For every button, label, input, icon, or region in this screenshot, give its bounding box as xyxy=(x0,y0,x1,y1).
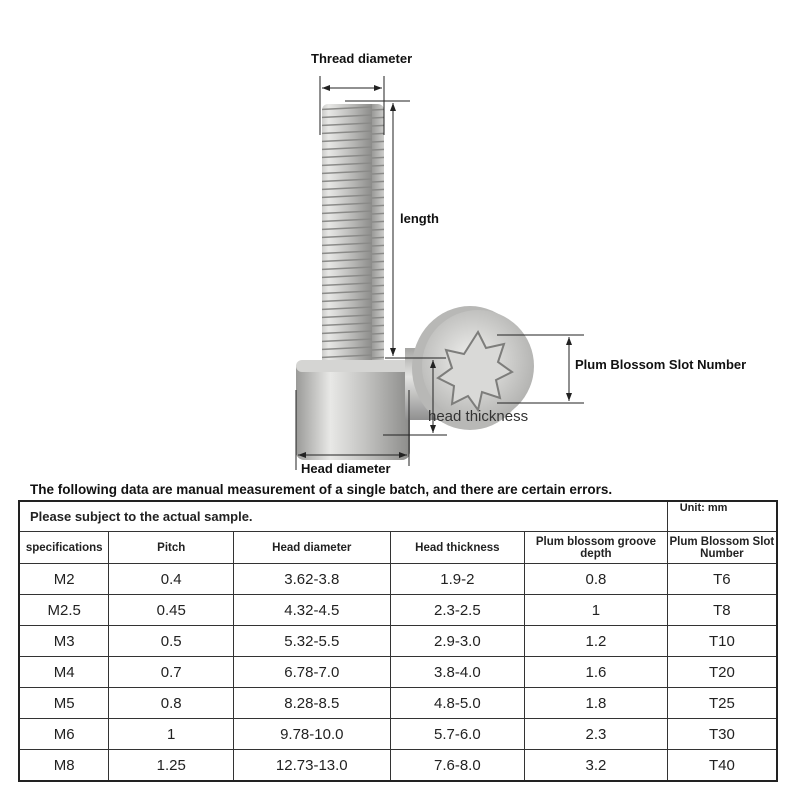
cell-slot-number: T30 xyxy=(667,719,777,750)
cell-groove-depth: 1.6 xyxy=(525,657,668,688)
unit-label: Unit: mm xyxy=(667,501,777,532)
table-header-row xyxy=(19,532,777,564)
cell-slot-number: T25 xyxy=(667,688,777,719)
cell-groove-depth: 1.8 xyxy=(525,688,668,719)
header-head-thickness: Head thickness xyxy=(390,532,525,564)
cell-groove-depth: 1 xyxy=(525,595,668,626)
thread-diameter-label: Thread diameter xyxy=(311,51,413,66)
cell-pitch: 0.45 xyxy=(109,595,234,626)
cell-spec: M4 xyxy=(19,657,109,688)
table-row xyxy=(19,657,777,688)
cell-pitch: 0.8 xyxy=(109,688,234,719)
cell-groove-depth: 3.2 xyxy=(525,750,668,782)
cell-spec: M5 xyxy=(19,688,109,719)
table-title-row xyxy=(19,501,777,532)
cell-pitch: 0.4 xyxy=(109,564,234,595)
cell-pitch: 1.25 xyxy=(109,750,234,782)
table-row xyxy=(19,719,777,750)
cell-slot-number: T10 xyxy=(667,626,777,657)
cell-pitch: 0.5 xyxy=(109,626,234,657)
cell-spec: M2.5 xyxy=(19,595,109,626)
cell-slot-number: T8 xyxy=(667,595,777,626)
cell-slot-number: T6 xyxy=(667,564,777,595)
header-groove-depth: Plum blossom groove depth xyxy=(525,532,668,564)
cell-groove-depth: 1.2 xyxy=(525,626,668,657)
cell-spec: M3 xyxy=(19,626,109,657)
cell-groove-depth: 2.3 xyxy=(525,719,668,750)
table-row xyxy=(19,750,777,782)
table-row xyxy=(19,626,777,657)
cell-spec: M6 xyxy=(19,719,109,750)
specifications-table xyxy=(18,500,778,782)
cell-spec: M8 xyxy=(19,750,109,782)
cell-head-diameter: 5.32-5.5 xyxy=(234,626,391,657)
header-slot-number: Plum Blossom Slot Number xyxy=(667,532,777,564)
table-row xyxy=(19,564,777,595)
cell-slot-number: T40 xyxy=(667,750,777,782)
measurement-note: The following data are manual measurement of a single batch, and there are certain errors. xyxy=(30,482,613,497)
table-row xyxy=(19,595,777,626)
cell-head-diameter: 9.78-10.0 xyxy=(234,719,391,750)
table-row xyxy=(19,688,777,719)
head-diameter-label: Head diameter xyxy=(301,461,391,476)
cell-pitch: 1 xyxy=(109,719,234,750)
length-label: length xyxy=(400,211,439,226)
cell-head-thickness: 2.9-3.0 xyxy=(390,626,525,657)
cell-head-thickness: 4.8-5.0 xyxy=(390,688,525,719)
header-pitch: Pitch xyxy=(109,532,234,564)
plum-blossom-slot-number-label: Plum Blossom Slot Number xyxy=(575,357,747,372)
cell-head-diameter: 6.78-7.0 xyxy=(234,657,391,688)
cell-head-thickness: 2.3-2.5 xyxy=(390,595,525,626)
cell-head-thickness: 5.7-6.0 xyxy=(390,719,525,750)
head-thickness-label: head thickness xyxy=(428,408,529,425)
header-head-diameter: Head diameter xyxy=(234,532,391,564)
cell-head-diameter: 3.62-3.8 xyxy=(234,564,391,595)
header-specifications: specifications xyxy=(19,532,109,564)
cell-head-thickness: 1.9-2 xyxy=(390,564,525,595)
cell-head-diameter: 8.28-8.5 xyxy=(234,688,391,719)
cell-groove-depth: 0.8 xyxy=(525,564,668,595)
cell-head-diameter: 4.32-4.5 xyxy=(234,595,391,626)
cell-slot-number: T20 xyxy=(667,657,777,688)
table-title: Please subject to the actual sample. xyxy=(19,501,667,532)
cell-head-diameter: 12.73-13.0 xyxy=(234,750,391,782)
cell-head-thickness: 3.8-4.0 xyxy=(390,657,525,688)
cell-spec: M2 xyxy=(19,564,109,595)
cell-head-thickness: 7.6-8.0 xyxy=(390,750,525,782)
cell-pitch: 0.7 xyxy=(109,657,234,688)
